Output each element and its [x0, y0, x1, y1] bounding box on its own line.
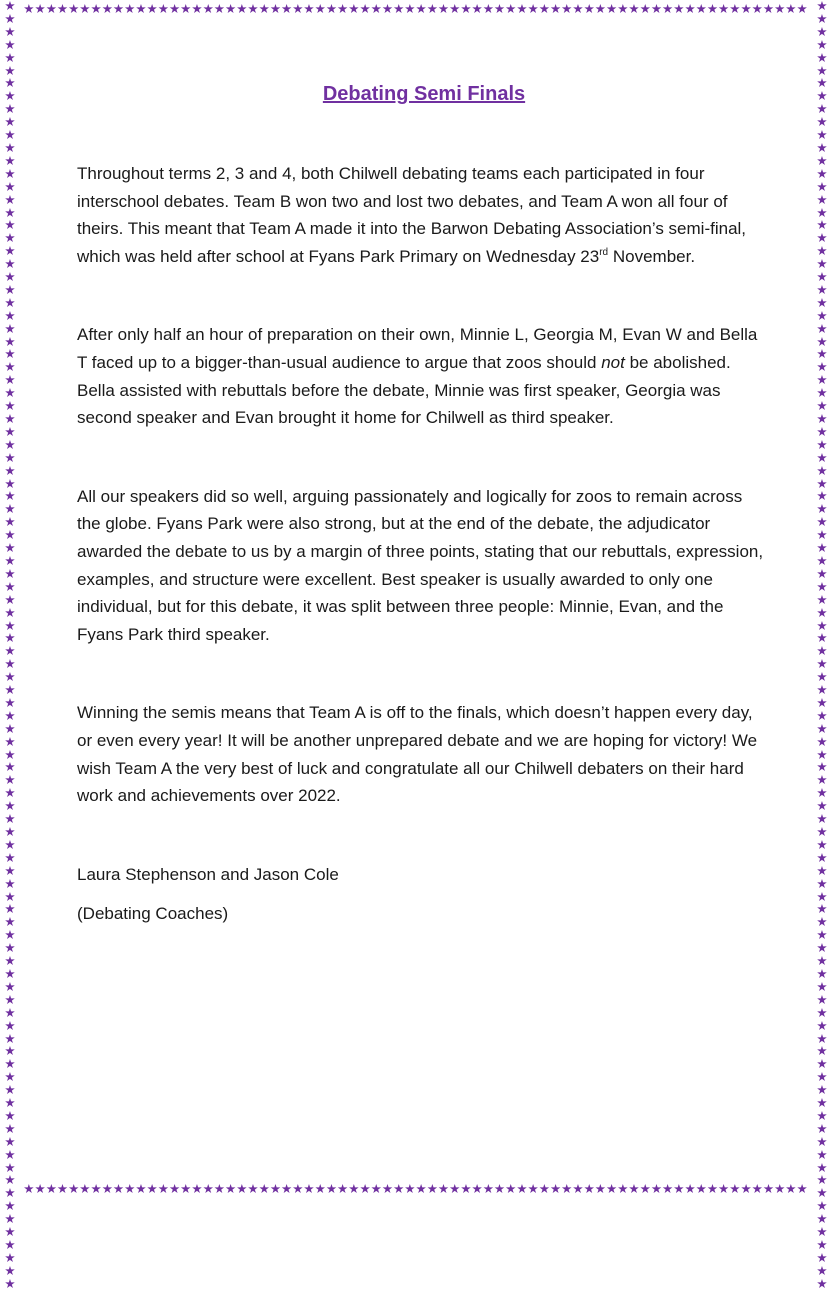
- document-body: [77, 75, 767, 928]
- emphasis-not: not: [601, 352, 625, 372]
- paragraph-team-text: After only half an hour of preparation on their own, Minnie L, Georgia M, Evan W and Bella T faced up to a bigger-than-usual audience to argue that zoos should: [77, 325, 758, 372]
- paragraph-intro-end: November.: [608, 246, 696, 266]
- star-border-left: ★★★★★★★★★★★★★★★★★★★★★★★★★★★★★★★★★★★★★★★★★★★★★★★★★★★★★★★★★★★★★★★★★★★★★★★★★★★★★★★★★★★★★★★★★★★★★★★★★★★★: [4, 0, 16, 1291]
- ordinal-suffix: rd: [599, 246, 609, 258]
- paragraph-intro: [77, 160, 767, 270]
- star-border-top: ★★★★★★★★★★★★★★★★★★★★★★★★★★★★★★★★★★★★★★★★★★★★★★★★★★★★★★★★★★★★★★★★★★★★★★: [23, 1, 808, 16]
- signature-role: (Debating Coaches): [77, 904, 229, 924]
- paragraph-team-end: be abolished. Bella assisted with rebuttals before the debate, Minnie was first speaker, Georgia was second speaker and Evan brought it home for Chilwell as third speaker.: [77, 352, 731, 428]
- paragraph-intro-text: Throughout terms 2, 3 and 4, both Chilwell debating teams each participated in four interschool debates. Team B won two and lost two debates, and Team A won all four of theirs. This meant that Team A made it into the Barwon Debating Association’s semi-final, which was held after school at Fyans Park Primary on Wednesday 23: [77, 164, 747, 266]
- paragraph-finals: Winning the semis means that Team A is off to the finals, which doesn’t happen every day, or even every year! It will be another unprepared debate and we are hoping for victory! We wish Team A the very best of luck and congratulate all our Chilwell debaters on their hard work and achievements over 2022.: [77, 703, 758, 806]
- signature-names: Laura Stephenson and Jason Cole: [77, 864, 339, 884]
- document-title: Debating Semi Finals: [322, 83, 526, 105]
- paragraph-team: [77, 321, 767, 431]
- star-border-bottom: ★★★★★★★★★★★★★★★★★★★★★★★★★★★★★★★★★★★★★★★★★★★★★★★★★★★★★★★★★★★★★★★★★★★★★★: [23, 1181, 808, 1196]
- paragraph-result: All our speakers did so well, arguing passionately and logically for zoos to remain across the globe. Fyans Park were also strong, but at the end of the debate, the adjudicator awarded the debate to us by a margin of three points, stating that our rebuttals, expression, examples, and structure were excellent. Best speaker is usually awarded to only one individual, but for this debate, it was split between three people: Minnie, Evan, and the Fyans Park third speaker.: [77, 486, 764, 644]
- star-border-right: ★★★★★★★★★★★★★★★★★★★★★★★★★★★★★★★★★★★★★★★★★★★★★★★★★★★★★★★★★★★★★★★★★★★★★★★★★★★★★★★★★★★★★★★★★★★★★★★★★★★★: [816, 0, 828, 1291]
